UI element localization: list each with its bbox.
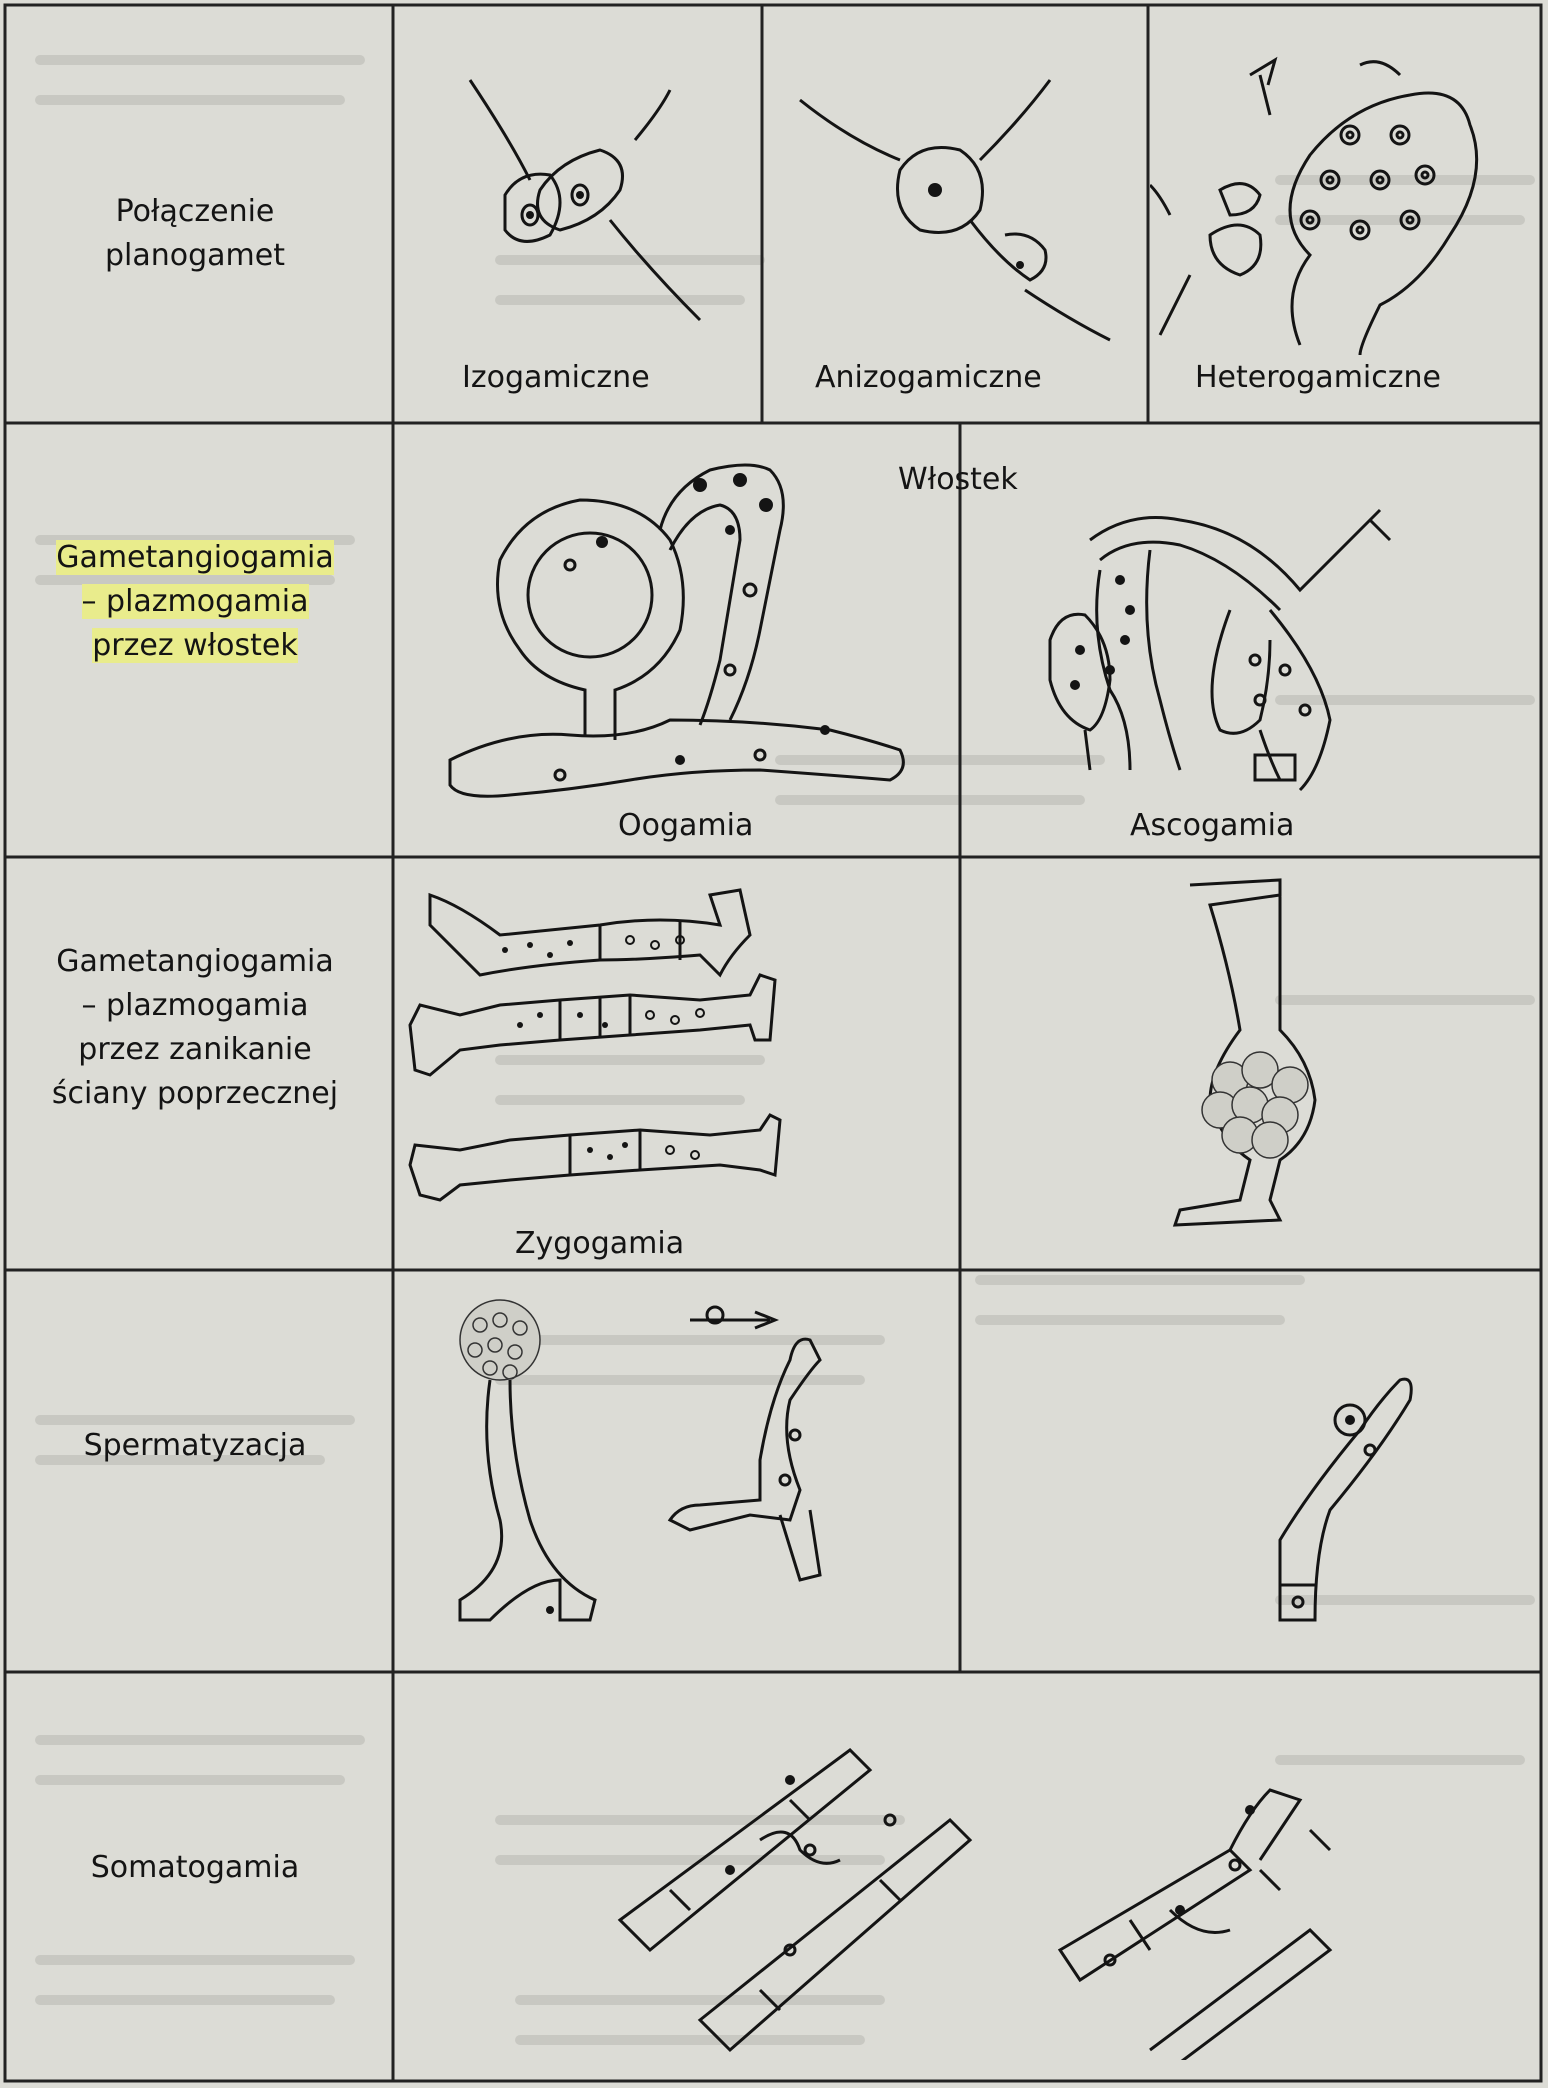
- somatogamy-illustration: [610, 1690, 1530, 2060]
- caption-anizogamy: Anizogamiczne: [815, 360, 1042, 395]
- oogamy-illustration: [430, 430, 950, 830]
- heterogamy-illustration: [1150, 15, 1540, 360]
- caption-oogamy: Oogamia: [618, 808, 754, 843]
- anizogamy-illustration: [770, 20, 1140, 360]
- row-label-gametangiogamy-wall: Gametangiogamia – plazmogamia przez zanikanie ściany poprzecznej: [51, 944, 339, 1111]
- highlighted-term: Gametangiogamia: [56, 540, 334, 575]
- zygospore-illustration: [1150, 870, 1400, 1250]
- spermatization-illustration: [400, 1280, 960, 1660]
- ascogamy-illustration: [1030, 470, 1510, 810]
- caption-ascogamy: Ascogamia: [1130, 808, 1295, 843]
- spermatium-fusion-illustration: [1250, 1340, 1430, 1640]
- caption-zygogamy: Zygogamia: [515, 1226, 685, 1261]
- caption-heterogamy: Heterogamiczne: [1195, 360, 1441, 395]
- caption-wlostek: Włostek: [898, 462, 1018, 497]
- caption-izogamy: Izogamiczne: [462, 360, 650, 395]
- izogamy-illustration: [400, 20, 760, 360]
- row-label-somatogamy: Somatogamia: [90, 1850, 300, 1885]
- row-label-gametangiogamy-hair: Gametangiogamia – plazmogamia przez włostek: [56, 540, 334, 663]
- row-label-spermatization: Spermatyzacja: [83, 1428, 307, 1463]
- zygogamy-illustration: [400, 865, 955, 1225]
- row-label-planogamete-fusion: Połączenie planogamet: [105, 194, 285, 273]
